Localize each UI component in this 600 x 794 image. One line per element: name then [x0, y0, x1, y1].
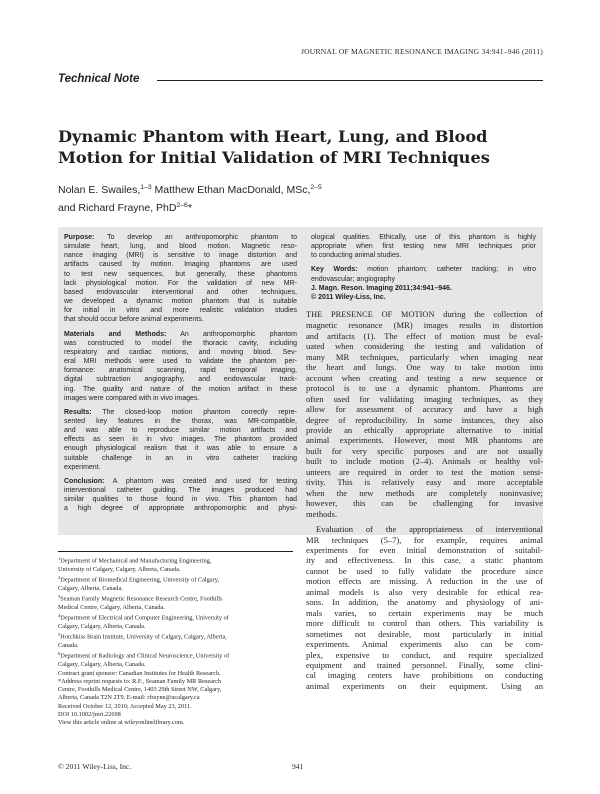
lead-in-caps: THE PRESENCE OF MOTION	[306, 310, 435, 319]
online-link: View this article online at wileyonlinelibrary.com.	[58, 719, 185, 727]
affiliation-1: $^1$Department of Mechanical and Manufacturing Engineering,	[58, 556, 212, 565]
methods-label: Materials and Methods:	[64, 330, 167, 338]
footnote-rule	[58, 551, 293, 552]
author-swailes: Nolan E. Swailes,	[58, 184, 141, 196]
conclusion-label: Conclusion:	[64, 477, 105, 485]
abstract-conclusion: Conclusion: A phantom was created and used for testing interventional catheter guiding. The images produced had similar qualities to those found in vivo. This phantom had a high degree of appropriate anthropomorphic and physi-	[64, 477, 297, 513]
affiliation-2: $^2$Department of Biomedical Engineering, University of Calgary,	[58, 575, 220, 584]
body-right-column	[306, 309, 543, 691]
section-rule	[157, 80, 543, 81]
affiliation-6: $^6$Department of Radiology and Clinical Neuroscience, University of	[58, 651, 230, 660]
affiliation-sup: 1–3	[140, 184, 152, 191]
doi: DOI 10.1002/jmri.22698	[58, 711, 121, 719]
affiliation-5: $^5$Hotchkiss Brain Institute, University of Calgary, Calgary, Alberta,	[58, 632, 227, 641]
author-macdonald: Matthew Ethan MacDonald, MSc,	[151, 184, 311, 196]
affiliation-sup: 2–5	[310, 184, 322, 191]
body-paragraph-2: Evaluation of the appropriateness of interventional MR techniques (5–7), for example, requires animal experiments for even initial demonstration of suitabil- ity and effectiveness. In this case, a static phantom cannot be used to fully validate the procedure since motion effects are missing. A reduction in the use of animal models is also very desirable for ethical rea- sons. In addition, the anatomy and physiology of ani- mals varies, so certain experiments may be much more difficult to control than others. This variability is sometimes not desirable, most particularly in initial experiments. Animal experiments also can be com- plex, expensive to conduct, and require specialized equipment and trained personnel. Finally, some clini- cal imaging centers have prohibitions on conducting animal experiments on their equipment. Using an	[306, 524, 543, 691]
grant-sponsor: Contract grant sponsor: Canadian Institutes for Health Research.	[58, 669, 221, 677]
citation: J. Magn. Reson. Imaging 2011;34:941–946.	[311, 284, 452, 292]
keywords-label: Key Words:	[311, 266, 358, 274]
affiliation-sup: 2–6	[176, 202, 188, 209]
article-title	[58, 126, 548, 168]
abstract-results: Results: The closed-loop motion phantom correctly repre- sented key features in the thorax, was MR-compatible, and was able to reproduce similar motion artifacts and effects as seen in in vivo images. The phantom provided enough physiological realism that it was able to ensure a suitable challenge in an in vitro catheter tracking experiment.	[64, 408, 297, 471]
body-paragraph-1: THE PRESENCE OF MOTION during the collection of magnetic resonance (MR) images results in distortion and artifacts (1). The effect of motion must be eval- uated when considering the testing and validation of many MR techniques, particularly when imaging near the heart and lungs. One way to take motion into account when creating and testing a new sequence or protocol is to use a dynamic phantom. Phantoms are often used for validating imaging techniques, as they allow for assessment of accuracy and have a high degree of reproducibility. In some instances, they also provide an ethically appropriate alternative to initial animal experiments. However, most MR phantoms are built for very specific purposes and are not usually built to include motion (2–4). Animals or healthy vol- unteers are required in order to test the motion sensi- tivity. This is relatively easy and more acceptable when the new methods are completely noninvasive; however, this can be challenging for invasive methods.	[306, 309, 544, 519]
section-label: Technical Note	[58, 73, 140, 85]
author-line-1	[58, 180, 538, 198]
author-frayne: and Richard Frayne, PhD	[58, 202, 177, 214]
reprint-address: *Address reprint requests to: R.F., Seaman Family MR Research	[58, 677, 222, 685]
abstract-keywords: Key Words: motion phantom; catheter tracking; in vitro endovascular; angiography J. Magn. Reson. Imaging 2011;34:941–946. © 2011 Wiley-Liss, Inc.	[311, 266, 536, 301]
journal-header: JOURNAL OF MAGNETIC RESONANCE IMAGING 34:941–946 (2011)	[300, 47, 543, 56]
received-dates: Received October 12, 2010; Accepted May 23, 2011.	[58, 702, 192, 710]
author-line-2	[58, 198, 538, 216]
abstract-methods: Materials and Methods: An anthropomorphic phantom was constructed to model the thoracic cavity, including respiratory and cardiac motions, and moving blood. Sev- eral MRI methods were used to validate the phantom per- formance: anatomical scanning, rapid temporal imaging, digital subtraction angiography, and endovascular track- ing. The quality and nature of the motion artifact in these images were compared with in vivo images.	[64, 330, 297, 402]
affiliation-3: $^3$Seaman Family Magnetic Resonance Research Centre, Foothills	[58, 594, 223, 603]
abstract-copyright: © 2011 Wiley-Liss, Inc.	[311, 293, 386, 301]
affiliation-4: $^4$Department of Electrical and Computer Engineering, University of	[58, 613, 229, 622]
abstract-left-column	[64, 233, 297, 519]
results-label: Results:	[64, 408, 92, 416]
title-line-1: Dynamic Phantom with Heart, Lung, and Blood	[58, 127, 488, 146]
page-number: 941	[292, 762, 304, 771]
purpose-label: Purpose:	[64, 234, 95, 241]
abstract-purpose: Purpose: To develop an anthropomorphic phantom to simulate heart, lung, and blood motion. Magnetic reso- nance imaging (MRI) is sensitive to image distortion and artifacts caused by motion. Imaging phantoms are used to test new sequences, but generally, these phantoms lack physiological motion. For the validation of new MR- based endovascular interventional and other techniques, we developed a dynamic motion phantom that is suitable for initial in vitro and more realistic validation studies that should occur before animal experiments.	[64, 234, 297, 324]
abstract-right-column	[311, 233, 536, 307]
footer-copyright: © 2011 Wiley-Liss, Inc.	[58, 762, 132, 771]
corresponding-mark: *	[187, 202, 192, 214]
author-list	[58, 180, 538, 216]
title-line-2: Motion for Initial Validation of MRI Techniques	[58, 148, 490, 167]
footnotes: $^1$Department of Mechanical and Manufacturing Engineering, University of Calgary, Calgary, Alberta, Canada. $^2$Department of Biomedical Engineering, University of Calgary, Calgary, Alberta, Canada. $^3$Seaman Family Magnetic Resonance Research Centre, Foothills Medical Centre, Calgary, Alberta, Canada. $^4$Department of Electrical and Computer Engineering, University of Calgary, Calgary, Alberta, Canada. $^5$Hotchkiss Brain Institute, University of Calgary, Calgary, Alberta, Canada. $^6$Department of Radiology and Clinical Neuroscience, University of Calgary, Calgary, Alberta, Canada. Contract grant sponsor: Canadian Institutes for Health Research. *Address reprint requests to: R.F., Seaman Family MR Research Centre, Foothills Medical Centre, 1403 29th Street NW, Calgary, Alberta, Canada T2N 2T9. E-mail: rfrayne@ucalgary.ca Received October 12, 2010; Accepted May 23, 2011. DOI 10.1002/jmri.22698 View this article online at wileyonlinelibrary.com.	[58, 555, 294, 728]
abstract-conclusion-continued: ological qualities. Ethically, use of this phantom is highly appropriate when first testing new MRI techniques prior to conducting animal studies.	[311, 234, 536, 260]
